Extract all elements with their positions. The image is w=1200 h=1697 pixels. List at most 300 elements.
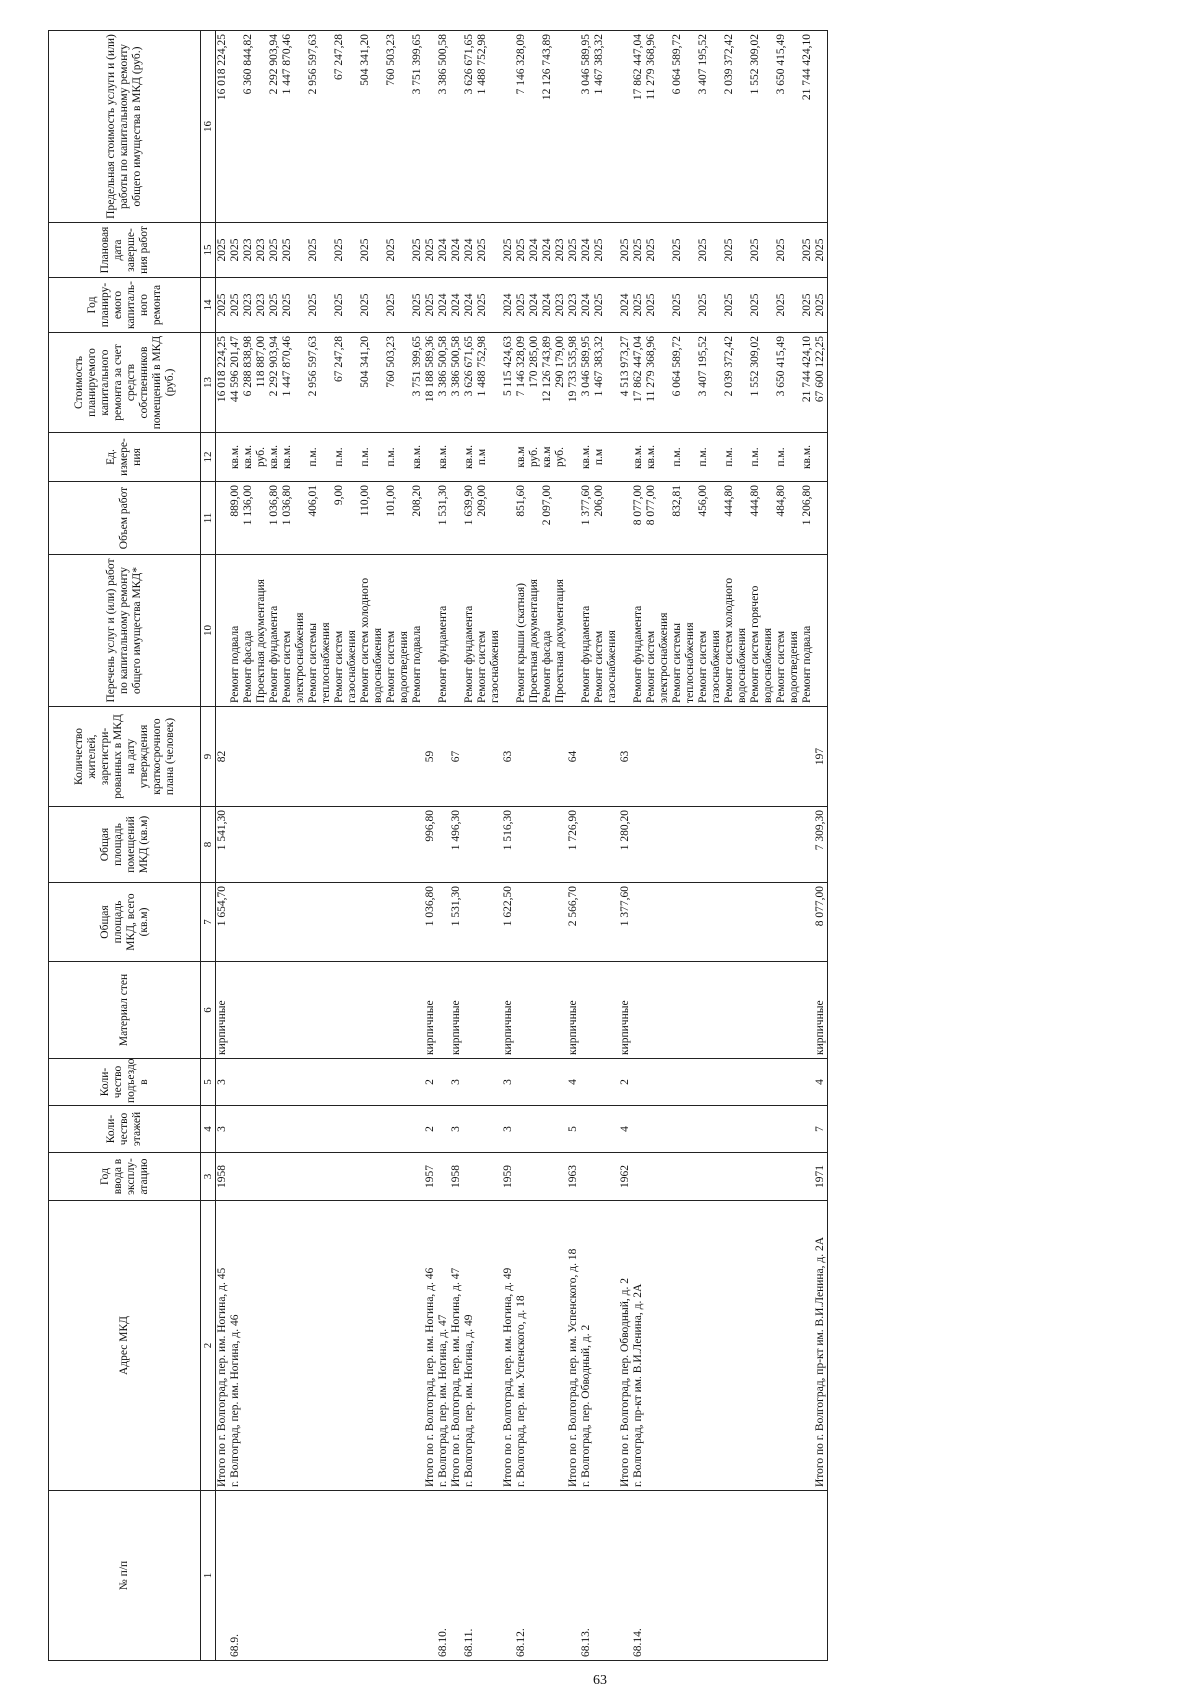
table-body: [216, 31, 828, 1661]
cell-repair-year: [229, 278, 242, 333]
cell-text: Ремонт подвала: [801, 625, 813, 703]
cell-wall-material: [723, 962, 749, 1059]
cell-text: [359, 886, 372, 958]
cell-floors: [411, 1106, 424, 1153]
cell-text: [554, 1204, 567, 1487]
cell-text: [385, 810, 398, 879]
cell-total-area: [671, 883, 697, 962]
cell-row-number: [450, 1491, 463, 1661]
cell-repair-year: [424, 278, 437, 333]
cell-text: Ремонт подвала: [411, 625, 423, 703]
cell-text: [671, 1109, 684, 1149]
column-number: 12: [201, 433, 216, 482]
cell-text: 1 531,30: [450, 886, 462, 927]
cell-text: 3 650 415,49: [775, 34, 787, 95]
table-row: [554, 31, 567, 1661]
cell-text: [242, 1204, 255, 1487]
cell-completion-date: [255, 223, 268, 278]
cell-max-cost: [424, 31, 437, 223]
cell-address: [580, 1201, 593, 1491]
cell-text: [216, 436, 229, 478]
cell-text: [307, 1204, 320, 1487]
cell-text: 2025: [632, 238, 644, 262]
cell-unit: [502, 433, 515, 482]
cell-completion-date: [723, 223, 749, 278]
cell-text: 44 596 201,47: [229, 336, 241, 403]
cell-text: газоснабжения: [606, 630, 618, 703]
cell-unit: [801, 433, 814, 482]
cell-text: 8 077,00: [814, 886, 826, 927]
cell-max-cost: [359, 31, 385, 223]
cell-work-type: [567, 555, 580, 707]
cell-text: 208,20: [411, 485, 423, 517]
cell-text: [411, 1156, 424, 1197]
cell-entrances: [697, 1059, 723, 1106]
cell-address: [593, 1201, 619, 1491]
cell-text: 5 115 424,63: [502, 336, 514, 396]
table-row: [333, 31, 359, 1661]
cell-text: 2025: [359, 293, 371, 317]
cell-residents: [307, 707, 333, 807]
cell-work-type: [632, 555, 645, 707]
cell-text: 2025: [515, 293, 527, 317]
cell-max-cost: [333, 31, 359, 223]
cell-row-number: [476, 1491, 502, 1661]
cell-text: [697, 710, 710, 803]
cell-residents: [723, 707, 749, 807]
cell-text: 2: [424, 1126, 436, 1132]
cell-text: [476, 1109, 489, 1149]
cell-entrances: [515, 1059, 528, 1106]
cell-commission-year: [775, 1153, 801, 1201]
cell-planned-cost: [814, 333, 828, 433]
cell-work-type: [645, 555, 671, 707]
cell-text: [814, 34, 827, 219]
cell-work-type: [697, 555, 723, 707]
cell-unit: [437, 433, 450, 482]
cell-work-type: [229, 555, 242, 707]
cell-entrances: [645, 1059, 671, 1106]
cell-text: п.м.: [307, 447, 319, 467]
cell-max-cost: [801, 31, 814, 223]
cell-floors: [281, 1106, 307, 1153]
cell-unit: [697, 433, 723, 482]
cell-total-area: [476, 883, 502, 962]
header-cell: Количество жителей, зарегистри-рованных в МКД на дату утверждения краткосрочного плана (человек): [49, 707, 201, 807]
cell-text: [255, 34, 268, 219]
cell-repair-year: [541, 278, 554, 333]
cell-text: [567, 436, 580, 478]
cell-work-type: [437, 555, 450, 707]
cell-text: [437, 810, 450, 879]
cell-repair-year: [437, 278, 450, 333]
cell-address: [307, 1201, 333, 1491]
cell-text: 2024: [580, 238, 592, 262]
cell-entrances: [242, 1059, 255, 1106]
cell-commission-year: [216, 1153, 230, 1201]
cell-work-volume: [632, 482, 645, 555]
header-cell: Коли-чество этажей: [49, 1106, 201, 1153]
cell-text: [541, 1062, 554, 1102]
cell-wall-material: [671, 962, 697, 1059]
cell-text: 21 744 424,10: [801, 336, 813, 403]
cell-text: 1 531,30: [437, 485, 449, 526]
cell-completion-date: [697, 223, 723, 278]
cell-text: 7 146 328,09: [515, 336, 527, 397]
cell-text: [359, 965, 372, 1055]
cell-repair-year: [749, 278, 775, 333]
cell-total-area: [307, 883, 333, 962]
cell-commission-year: [671, 1153, 697, 1201]
cell-text: [229, 886, 242, 958]
cell-text: [476, 1156, 489, 1197]
cell-address: [541, 1201, 554, 1491]
column-number: 15: [201, 223, 216, 278]
cell-text: [437, 1156, 450, 1197]
cell-address: [671, 1201, 697, 1491]
cell-premises-area: [814, 807, 828, 883]
cell-work-type: [216, 555, 230, 707]
cell-text: [450, 436, 463, 478]
cell-repair-year: [385, 278, 411, 333]
cell-max-cost: [528, 31, 541, 223]
cell-wall-material: [528, 962, 541, 1059]
cell-text: 2025: [307, 238, 319, 262]
cell-floors: [528, 1106, 541, 1153]
header-cell: Стоимость планируемого капитального ремонта за счет средств собственников помещений в МКД (руб.): [49, 333, 201, 433]
cell-unit: [411, 433, 424, 482]
cell-row-number: [242, 1491, 255, 1661]
cell-text: 2025: [281, 293, 293, 317]
cell-text: 3: [450, 1126, 462, 1132]
cell-text: 2025: [424, 238, 436, 262]
cell-max-cost: [476, 31, 502, 223]
cell-address: [515, 1201, 528, 1491]
cell-wall-material: [645, 962, 671, 1059]
cell-text: [580, 1156, 593, 1197]
cell-text: [307, 1109, 320, 1149]
cell-text: п.м.: [775, 447, 787, 467]
cell-wall-material: [476, 962, 502, 1059]
column-number: 13: [201, 333, 216, 433]
cell-text: [359, 1062, 372, 1102]
cell-work-type: [554, 555, 567, 707]
cell-text: 2025: [697, 238, 709, 262]
cell-text: [749, 1156, 762, 1197]
cell-text: г. Волгоград, пер. им. Ногина, д. 49: [463, 1314, 475, 1487]
cell-text: [307, 710, 320, 803]
cell-repair-year: [476, 278, 502, 333]
cell-text: [359, 1204, 372, 1487]
cell-entrances: [801, 1059, 814, 1106]
cell-premises-area: [593, 807, 619, 883]
cell-text: [645, 810, 658, 879]
cell-wall-material: [593, 962, 619, 1059]
cell-text: 456,00: [697, 485, 709, 517]
cell-text: [645, 1204, 658, 1487]
cell-address: [619, 1201, 632, 1491]
cell-work-volume: [749, 482, 775, 555]
cell-text: [450, 34, 463, 219]
cell-work-volume: [281, 482, 307, 555]
cell-text: Ремонт систем: [593, 630, 605, 703]
cell-entrances: [502, 1059, 515, 1106]
cell-text: [255, 1494, 268, 1657]
cell-text: 2025: [268, 293, 280, 317]
cell-residents: [554, 707, 567, 807]
cell-floors: [229, 1106, 242, 1153]
cell-text: [697, 1109, 710, 1149]
cell-text: 2025: [476, 293, 488, 317]
cell-text: 2024: [502, 293, 514, 317]
cell-text: [450, 485, 463, 551]
cell-text: 63: [619, 750, 631, 763]
cell-text: Ремонт систем: [645, 630, 657, 703]
cell-text: [385, 710, 398, 803]
cell-max-cost: [775, 31, 801, 223]
cell-text: 1 496,30: [450, 810, 462, 851]
cell-row-number: [619, 1491, 632, 1661]
cell-unit: [359, 433, 385, 482]
cell-unit: [476, 433, 502, 482]
cell-total-area: [697, 883, 723, 962]
cell-text: 2025: [645, 238, 657, 262]
cell-text: 1 488 752,98: [476, 336, 488, 397]
cell-text: [801, 810, 814, 879]
cell-text: 16 018 224,25: [216, 34, 228, 101]
table-row: [723, 31, 749, 1661]
cell-text: 2024: [437, 238, 449, 262]
cell-text: [645, 1494, 658, 1657]
cell-premises-area: [697, 807, 723, 883]
cell-premises-area: [333, 807, 359, 883]
cell-repair-year: [619, 278, 632, 333]
cell-residents: [749, 707, 775, 807]
cell-wall-material: [541, 962, 554, 1059]
cell-repair-year: [723, 278, 749, 333]
cell-text: кв.м.: [580, 444, 592, 470]
cell-text: [580, 810, 593, 879]
cell-text: [632, 886, 645, 958]
cell-text: 1 654,70: [216, 886, 228, 927]
cell-text: [255, 485, 268, 551]
cell-commission-year: [541, 1153, 554, 1201]
cell-wall-material: [307, 962, 333, 1059]
cell-total-area: [567, 883, 580, 962]
cell-text: [593, 1109, 606, 1149]
cell-text: кв.м.: [242, 444, 254, 470]
cell-text: [723, 710, 736, 803]
cell-text: Ремонт системы: [671, 623, 683, 703]
cell-planned-cost: [619, 333, 632, 433]
cell-work-type: [255, 555, 268, 707]
cell-text: [671, 810, 684, 879]
cell-planned-cost: [593, 333, 619, 433]
cell-text: [502, 436, 515, 478]
cell-floors: [749, 1106, 775, 1153]
cell-floors: [450, 1106, 463, 1153]
cell-text: 2025: [216, 293, 228, 317]
cell-residents: [424, 707, 437, 807]
cell-text: 68.10.: [437, 1628, 449, 1657]
cell-work-volume: [229, 482, 242, 555]
cell-completion-date: [437, 223, 450, 278]
cell-text: [671, 886, 684, 958]
cell-text: 110,00: [359, 485, 371, 517]
cell-total-area: [424, 883, 437, 962]
cell-text: 2025: [333, 238, 345, 262]
cell-text: [554, 810, 567, 879]
cell-work-volume: [528, 482, 541, 555]
cell-text: [775, 886, 788, 958]
cell-total-area: [632, 883, 645, 962]
cell-work-volume: [554, 482, 567, 555]
cell-completion-date: [216, 223, 230, 278]
cell-text: [593, 1062, 606, 1102]
cell-text: [307, 1494, 320, 1657]
cell-address: [424, 1201, 437, 1491]
cell-text: газоснабжения: [710, 630, 722, 703]
cell-row-number: [801, 1491, 814, 1661]
cell-text: [502, 34, 515, 219]
cell-text: [385, 965, 398, 1055]
cell-wall-material: [632, 962, 645, 1059]
cell-text: 3 650 415,49: [775, 336, 787, 397]
cell-text: 59: [424, 750, 436, 763]
cell-text: [450, 558, 463, 703]
cell-work-volume: [775, 482, 801, 555]
cell-repair-year: [528, 278, 541, 333]
cell-commission-year: [307, 1153, 333, 1201]
cell-entrances: [723, 1059, 749, 1106]
cell-text: 1 516,30: [502, 810, 514, 851]
cell-wall-material: [437, 962, 450, 1059]
cell-text: [554, 710, 567, 803]
cell-text: [775, 1062, 788, 1102]
cell-text: [671, 965, 684, 1055]
cell-row-number: [671, 1491, 697, 1661]
cell-entrances: [307, 1059, 333, 1106]
cell-row-number: [411, 1491, 424, 1661]
cell-total-area: [541, 883, 554, 962]
cell-floors: [814, 1106, 828, 1153]
cell-text: [593, 810, 606, 879]
cell-premises-area: [619, 807, 632, 883]
table-row: [632, 31, 645, 1661]
cell-text: 170 285,00: [528, 336, 540, 388]
cell-text: [619, 1494, 632, 1657]
cell-text: кв.м.: [632, 444, 644, 470]
cell-text: [723, 1204, 736, 1487]
cell-text: Итого по г. Волгоград, пер. им. Ногина, д. 46: [424, 1267, 436, 1487]
cell-unit: [424, 433, 437, 482]
cell-text: 444,80: [723, 485, 735, 517]
cell-text: [515, 886, 528, 958]
cell-text: [697, 1062, 710, 1102]
cell-row-number: [359, 1491, 385, 1661]
cell-text: [541, 810, 554, 879]
column-number: 14: [201, 278, 216, 333]
cell-text: [281, 1156, 294, 1197]
cell-unit: [229, 433, 242, 482]
cell-completion-date: [801, 223, 814, 278]
cell-repair-year: [359, 278, 385, 333]
cell-text: 406,01: [307, 485, 319, 517]
cell-text: [645, 965, 658, 1055]
cell-text: [645, 1156, 658, 1197]
cell-wall-material: [515, 962, 528, 1059]
cell-text: [268, 965, 281, 1055]
cell-text: [476, 965, 489, 1055]
cell-max-cost: [502, 31, 515, 223]
cell-wall-material: [229, 962, 242, 1059]
cell-address: [567, 1201, 580, 1491]
cell-text: 68.13.: [580, 1628, 592, 1657]
cell-text: [528, 34, 541, 219]
cell-address: [242, 1201, 255, 1491]
cell-text: [229, 34, 242, 219]
column-number: 16: [201, 31, 216, 223]
cell-text: кв.м.: [268, 444, 280, 470]
cell-text: руб.: [554, 447, 566, 467]
cell-text: [268, 886, 281, 958]
cell-text: 82: [216, 750, 228, 763]
cell-commission-year: [580, 1153, 593, 1201]
cell-text: [515, 1156, 528, 1197]
cell-planned-cost: [645, 333, 671, 433]
cell-wall-material: [216, 962, 230, 1059]
cell-text: [424, 485, 437, 551]
cell-work-volume: [424, 482, 437, 555]
cell-text: 7 146 328,09: [515, 34, 527, 95]
table-row: [541, 31, 554, 1661]
cell-address: [632, 1201, 645, 1491]
cell-commission-year: [502, 1153, 515, 1201]
cell-entrances: [216, 1059, 230, 1106]
cell-text: [801, 710, 814, 803]
cell-text: 3: [502, 1079, 514, 1085]
cell-text: [333, 810, 346, 879]
cell-text: [632, 1062, 645, 1102]
cell-premises-area: [515, 807, 528, 883]
cell-total-area: [580, 883, 593, 962]
cell-floors: [554, 1106, 567, 1153]
cell-floors: [541, 1106, 554, 1153]
cell-repair-year: [580, 278, 593, 333]
cell-text: [515, 710, 528, 803]
cell-planned-cost: [229, 333, 242, 433]
cell-text: [632, 965, 645, 1055]
cell-unit: [385, 433, 411, 482]
cell-text: [554, 34, 567, 219]
cell-text: Проектная документация: [255, 579, 267, 703]
cell-row-number: [255, 1491, 268, 1661]
cell-text: [697, 810, 710, 879]
cell-floors: [580, 1106, 593, 1153]
cell-text: 2024: [619, 293, 631, 317]
cell-text: [541, 1204, 554, 1487]
cell-entrances: [775, 1059, 801, 1106]
cell-work-volume: [645, 482, 671, 555]
cell-text: 1963: [567, 1165, 579, 1188]
cell-planned-cost: [463, 333, 476, 433]
cell-text: 68.14.: [632, 1628, 644, 1657]
cell-text: [255, 1204, 268, 1487]
cell-max-cost: [593, 31, 619, 223]
cell-max-cost: [814, 31, 828, 223]
cell-wall-material: [502, 962, 515, 1059]
cell-repair-year: [775, 278, 801, 333]
